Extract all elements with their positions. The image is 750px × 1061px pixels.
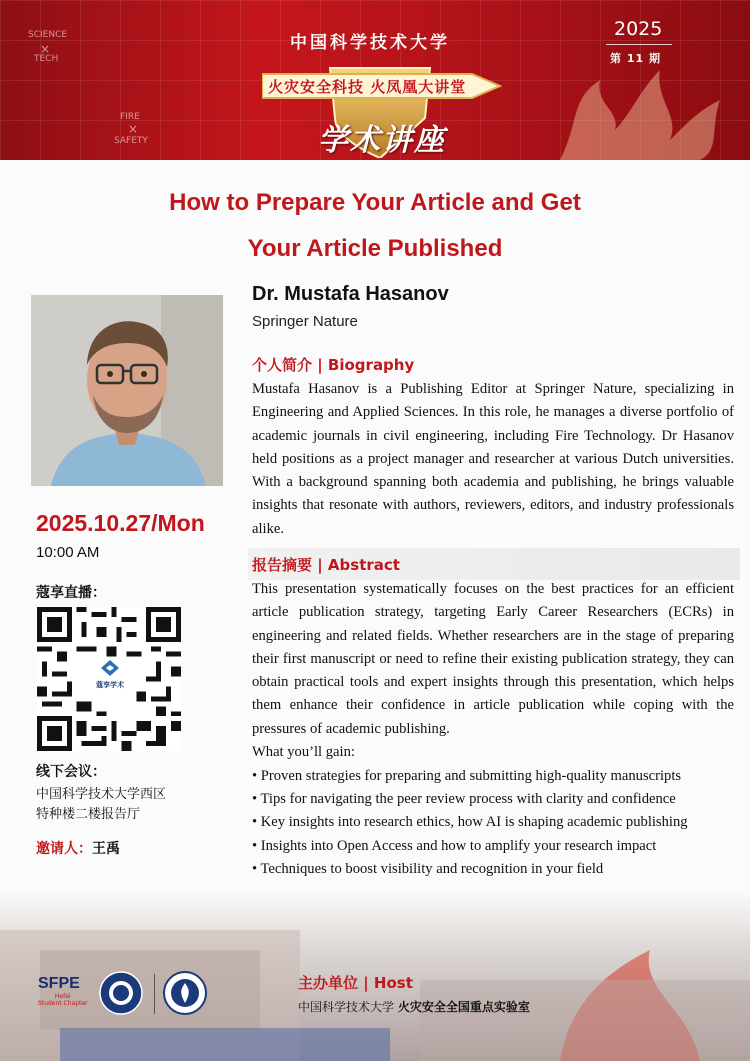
header-banner (0, 0, 750, 160)
gain-intro: What you’ll gain: (252, 744, 355, 760)
livestream-label: 蔻享直播： (36, 585, 106, 601)
lab-seal-icon (162, 970, 208, 1016)
deco-tech-label: TECH (34, 54, 59, 64)
list-item: • Proven strategies for preparing and submitting high-quality manuscripts (252, 765, 734, 788)
deco-safety-label: SAFETY (114, 136, 148, 146)
deco-fire-label: FIRE (120, 112, 140, 122)
inviter (36, 838, 120, 858)
livestream-qr-code[interactable] (37, 607, 181, 751)
year: 2025 (614, 18, 663, 40)
sfpe-logo (38, 975, 88, 1007)
talk-title (0, 180, 750, 272)
abstract-heading: 报告摘要 | Abstract (252, 556, 400, 574)
host-label: 主办单位 | Host (298, 974, 413, 992)
list-item: • Insights into Open Access and how to amplify your research impact (252, 835, 734, 858)
talk-title-line1: How to Prepare Your Article and Get (169, 189, 581, 216)
qr-logo-text: 蔻享学术 (96, 681, 124, 689)
abstract-text: This presentation systematically focuses on the best practices for an efficient article publication strategy, targeting Early Career Researchers (ECRs) in engineering and related fields. Whether researchers are in the stage of preparing their first manuscript or need to refine their existing publication strategy, they can obtain practical tools and expert insights through this presentation, which helps them enhance their confidence in article publication while coping with the pressures of academic publishing. (252, 581, 734, 737)
gain-list (252, 765, 734, 881)
koushare-logo-icon (100, 659, 120, 677)
event-date: 2025.10.27/Mon (36, 510, 205, 536)
series-banner: 火灾安全科技 火凤凰大讲堂 (268, 78, 467, 96)
host-university: 中国科学技术大学 (298, 1000, 395, 1014)
speaker-organization: Springer Nature (252, 313, 358, 330)
venue-line1: 中国科学技术大学西区 (36, 787, 167, 802)
speaker-name: Dr. Mustafa Hasanov (252, 283, 449, 305)
deco-science-label: SCIENCE (28, 30, 68, 40)
deco-cross-icon: × (128, 122, 139, 136)
sfpe-logo-sub1: Hefei (54, 993, 71, 1000)
inviter-label: 邀请人： (36, 841, 92, 857)
sfpe-logo-sub2: Student Chapter (38, 1000, 88, 1007)
ustc-seal-logo (98, 970, 144, 1020)
inviter-name: 王禹 (92, 841, 120, 857)
list-item: • Techniques to boost visibility and recognition in your field (252, 858, 734, 881)
lab-seal-logo (162, 970, 208, 1020)
speaker-portrait-icon (31, 295, 223, 486)
speaker-photo (31, 295, 223, 486)
flame-decoration-icon (550, 60, 730, 160)
venue-line2: 特种楼二楼报告厅 (36, 807, 141, 822)
ustc-seal-icon (98, 970, 144, 1016)
host-lab: 火灾安全全国重点实验室 (397, 1000, 530, 1014)
sfpe-logo-text: SFPE (38, 975, 80, 992)
series-title: 学术讲座 (318, 123, 446, 158)
venue-label: 线下会议： (36, 764, 106, 780)
talk-title-line2: Your Article Published (247, 235, 503, 262)
host-name (298, 998, 530, 1015)
issue-number: 第 11 期 (610, 52, 661, 65)
list-item: • Tips for navigating the peer review process with clarity and confidence (252, 788, 734, 811)
biography-text: Mustafa Hasanov is a Publishing Editor at Springer Nature, specializing in Engineering and Applied Sciences. In this role, he manages a diverse portfolio of academic journals in civil engineering, including Fire Technology. Dr Hasanov held positions as a project manager and researcher at various Dutch universities. With a background spanning both academia and publishing, he brings valuable insights that resonate with authors, reviewers, editors, and industry professionals alike. (252, 381, 734, 537)
list-item: • Key insights into research ethics, how AI is shaping academic publishing (252, 811, 734, 834)
deco-cross-icon: × (40, 42, 51, 56)
qr-logo (91, 659, 129, 697)
university-name: 中国科学技术大学 (290, 33, 450, 53)
event-time: 10:00 AM (36, 544, 100, 561)
divider (606, 44, 672, 45)
divider (154, 974, 155, 1014)
biography-heading: 个人简介 | Biography (252, 356, 415, 374)
